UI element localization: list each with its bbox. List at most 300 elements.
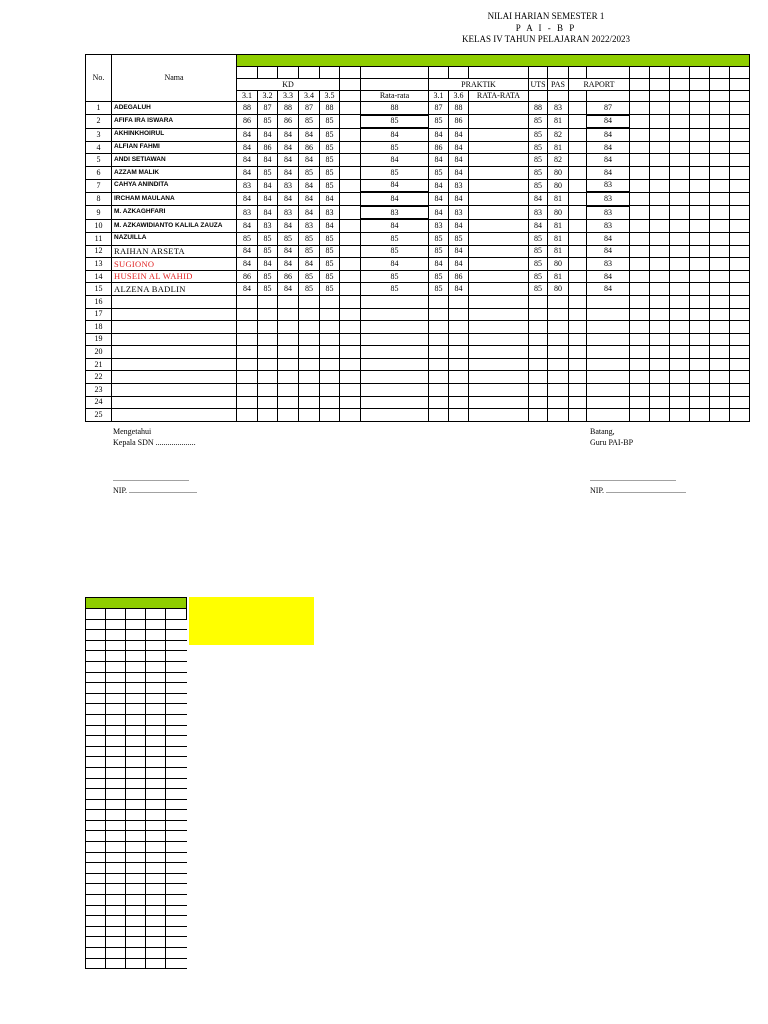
row-number: 15 [86, 283, 112, 296]
kd-col-header: 3.3 [278, 91, 299, 102]
mini-cell [126, 630, 146, 641]
blank-cell [299, 321, 320, 334]
blank-cell [670, 115, 690, 129]
mini-cell [146, 905, 166, 916]
blank-cell [361, 346, 429, 359]
kd-score: 85 [320, 258, 340, 271]
kd-col-header: 3.1 [237, 91, 258, 102]
student-name: M. AZKAWIDIANTO KALILA ZAUZA [112, 219, 237, 232]
blank-header-cell [258, 67, 278, 79]
blank-cell [670, 409, 690, 422]
blank-cell [630, 308, 650, 321]
row-number: 4 [86, 141, 112, 154]
blank-header-cell [730, 91, 750, 102]
mini-cell [126, 767, 146, 778]
blank-header-cell [361, 67, 429, 79]
mini-cell [126, 905, 146, 916]
mini-cell [146, 661, 166, 672]
kd-score: 84 [278, 283, 299, 296]
blank-cell [587, 371, 630, 384]
blank-cell [361, 308, 429, 321]
mini-cell [126, 640, 146, 651]
blank-cell [710, 371, 730, 384]
blank-cell [670, 371, 690, 384]
pas-score: 80 [548, 179, 569, 192]
kd-score: 85 [320, 141, 340, 154]
blank-cell [690, 206, 710, 220]
blank-cell [340, 295, 361, 308]
blank-cell [650, 321, 670, 334]
blank-cell [690, 358, 710, 371]
blank-cell [710, 245, 730, 258]
mini-cell [126, 714, 146, 725]
mini-cell [166, 905, 187, 916]
kd-score: 84 [258, 179, 278, 192]
subject-title: P A I - B P [515, 23, 577, 33]
kd-score: 85 [299, 115, 320, 129]
blank-cell [690, 219, 710, 232]
mini-table-row [86, 852, 187, 863]
blank-cell [670, 219, 690, 232]
blank-cell [650, 295, 670, 308]
grade-table [85, 54, 750, 422]
mini-cell [146, 852, 166, 863]
blank-cell [670, 102, 690, 115]
blank-cell [710, 128, 730, 141]
mini-cell [146, 799, 166, 810]
blank-cell [630, 333, 650, 346]
mini-cell [106, 863, 126, 874]
kd-average: 84 [361, 128, 429, 141]
blank-cell [340, 102, 361, 115]
kd-score: 85 [320, 232, 340, 245]
mini-cell [86, 810, 106, 821]
blank-cell [670, 166, 690, 179]
blank-cell [650, 141, 670, 154]
blank-cell [320, 358, 340, 371]
blank-cell [730, 115, 750, 129]
kd-score: 87 [299, 102, 320, 115]
mini-cell [106, 619, 126, 630]
mini-table-row [86, 905, 187, 916]
mini-cell [166, 693, 187, 704]
student-name: ALFIAN FAHMI [112, 141, 237, 154]
blank-cell [710, 384, 730, 397]
mini-cell [166, 757, 187, 768]
blank-cell [569, 232, 587, 245]
blank-cell [630, 358, 650, 371]
mini-cell [126, 852, 146, 863]
kd-score: 84 [237, 154, 258, 167]
mini-cell [86, 640, 106, 651]
blank-header-cell [670, 91, 690, 102]
mini-cell [106, 609, 126, 620]
mini-cell [106, 693, 126, 704]
mini-cell [106, 905, 126, 916]
mini-cell [146, 640, 166, 651]
blank-cell [730, 346, 750, 359]
kd-average: 85 [361, 141, 429, 154]
no-header: No. [86, 55, 112, 102]
mini-cell [146, 895, 166, 906]
blank-cell [650, 346, 670, 359]
pas-score: 80 [548, 283, 569, 296]
kd-average: 85 [361, 232, 429, 245]
mini-cell [86, 842, 106, 853]
mini-cell [106, 948, 126, 959]
mini-cell [146, 810, 166, 821]
kd-score: 84 [258, 192, 278, 206]
blank-cell [569, 128, 587, 141]
blank-cell [730, 232, 750, 245]
mini-cell [106, 789, 126, 800]
mini-cell [126, 842, 146, 853]
blank-cell [429, 333, 449, 346]
mini-cell [166, 778, 187, 789]
blank-cell [320, 384, 340, 397]
kd-average: 88 [361, 102, 429, 115]
blank-cell [730, 166, 750, 179]
mini-cell [146, 884, 166, 895]
blank-header-cell [630, 79, 650, 91]
blank-cell [569, 308, 587, 321]
praktik-score: 86 [429, 141, 449, 154]
kd-score: 85 [299, 245, 320, 258]
student-name: M. AZKAGHFARI [112, 206, 237, 220]
blank-cell [340, 283, 361, 296]
mini-cell [106, 820, 126, 831]
blank-cell [630, 206, 650, 220]
mini-cell [106, 725, 126, 736]
pas-score: 81 [548, 192, 569, 206]
blank-cell [650, 115, 670, 129]
mini-cell [126, 746, 146, 757]
blank-cell [730, 128, 750, 141]
kd-score: 85 [299, 283, 320, 296]
blank-header-cell [548, 67, 569, 79]
blank-header-cell [320, 67, 340, 79]
mini-cell [126, 778, 146, 789]
row-number: 22 [86, 371, 112, 384]
blank-cell [569, 409, 587, 422]
blank-cell [587, 396, 630, 409]
kd-score: 83 [278, 179, 299, 192]
blank-header-cell [630, 67, 650, 79]
raport-score: 84 [587, 154, 630, 167]
mini-cell [166, 789, 187, 800]
blank-cell [670, 283, 690, 296]
blank-cell [730, 308, 750, 321]
praktik-col-header: 3.1 [429, 91, 449, 102]
praktik-score: 83 [449, 179, 469, 192]
raport-score: 84 [587, 166, 630, 179]
kd-score: 86 [299, 141, 320, 154]
kd-average: 85 [361, 245, 429, 258]
blank-cell [237, 384, 258, 397]
kd-average: 84 [361, 179, 429, 192]
blank-cell [670, 308, 690, 321]
blank-cell [730, 295, 750, 308]
table-row [86, 258, 750, 271]
mini-cell [126, 704, 146, 715]
blank-cell [650, 371, 670, 384]
kd-score: 85 [299, 232, 320, 245]
raport-score: 83 [587, 219, 630, 232]
blank-cell [670, 154, 690, 167]
row-number: 14 [86, 270, 112, 283]
blank-cell [569, 346, 587, 359]
mini-cell [86, 778, 106, 789]
mini-table-row [86, 725, 187, 736]
table-row [86, 245, 750, 258]
blank-cell [340, 206, 361, 220]
blank-cell [670, 141, 690, 154]
blank-cell [650, 396, 670, 409]
praktik-score: 85 [429, 245, 449, 258]
praktik-score: 84 [429, 128, 449, 141]
mini-cell [146, 778, 166, 789]
blank-cell [340, 141, 361, 154]
mini-cell [166, 704, 187, 715]
blank-cell [340, 333, 361, 346]
blank-header-cell [469, 67, 529, 79]
blank-cell [469, 192, 529, 206]
kd-score: 84 [237, 219, 258, 232]
blank-cell [278, 321, 299, 334]
mengetahui-label: Mengetahui [113, 427, 152, 436]
mini-cell [86, 714, 106, 725]
mini-cell [146, 789, 166, 800]
blank-cell [449, 396, 469, 409]
mini-cell [166, 863, 187, 874]
uts-score: 84 [529, 192, 548, 206]
blank-cell [299, 409, 320, 422]
blank-cell [237, 371, 258, 384]
praktik-header: PRAKTIK [429, 79, 529, 91]
blank-cell [258, 371, 278, 384]
blank-cell [630, 102, 650, 115]
blank-cell [650, 409, 670, 422]
blank-cell [690, 166, 710, 179]
blank-header-cell [670, 79, 690, 91]
blank-cell [730, 396, 750, 409]
blank-cell [469, 283, 529, 296]
blank-header-cell [670, 67, 690, 79]
mini-cell [166, 767, 187, 778]
kepala-sdn-label: Kepala SDN .................... [113, 438, 196, 447]
blank-cell [429, 396, 449, 409]
blank-cell [361, 384, 429, 397]
blank-cell [569, 219, 587, 232]
mini-cell [106, 661, 126, 672]
blank-cell [690, 102, 710, 115]
blank-cell [112, 346, 237, 359]
uts-score: 85 [529, 154, 548, 167]
praktik-score: 87 [429, 102, 449, 115]
blank-cell [710, 295, 730, 308]
blank-cell [469, 258, 529, 271]
blank-cell [690, 179, 710, 192]
mini-cell [106, 810, 126, 821]
praktik-score: 86 [449, 115, 469, 129]
blank-cell [650, 128, 670, 141]
blank-cell [630, 115, 650, 129]
blank-cell [258, 308, 278, 321]
blank-cell [237, 333, 258, 346]
mini-cell [166, 609, 187, 620]
mini-cell [146, 767, 166, 778]
mini-cell [146, 842, 166, 853]
blank-cell [710, 192, 730, 206]
student-name: HUSEIN AL WAHID [112, 270, 237, 283]
kd-score: 88 [237, 102, 258, 115]
pas-score: 81 [548, 141, 569, 154]
table-row [86, 384, 750, 397]
blank-cell [569, 270, 587, 283]
kd-average: 83 [361, 206, 429, 220]
kd-score: 84 [299, 128, 320, 141]
student-name: AFIFA IRA ISWARA [112, 115, 237, 129]
mini-table-row [86, 799, 187, 810]
mini-table-row [86, 630, 187, 641]
table-row [86, 396, 750, 409]
kd-score: 85 [237, 232, 258, 245]
praktik-score: 84 [449, 141, 469, 154]
mini-cell [126, 948, 146, 959]
rata-rata-header: Rata-rata [361, 91, 429, 102]
mini-cell [106, 926, 126, 937]
blank-cell [569, 283, 587, 296]
mini-cell [106, 672, 126, 683]
table-row [86, 206, 750, 220]
blank-cell [361, 321, 429, 334]
mini-cell [106, 799, 126, 810]
mini-cell [166, 683, 187, 694]
kd-score: 84 [258, 154, 278, 167]
kd-score: 85 [320, 245, 340, 258]
mini-cell [126, 736, 146, 747]
raport-score: 83 [587, 258, 630, 271]
blank-cell [361, 295, 429, 308]
row-number: 5 [86, 154, 112, 167]
mini-cell [106, 916, 126, 927]
blank-cell [340, 308, 361, 321]
signature-right [590, 426, 633, 448]
blank-cell [650, 219, 670, 232]
blank-cell [730, 192, 750, 206]
blank-cell [650, 245, 670, 258]
kd-score: 83 [258, 219, 278, 232]
kd-score: 86 [237, 115, 258, 129]
blank-cell [112, 371, 237, 384]
blank-cell [429, 295, 449, 308]
kd-score: 85 [320, 283, 340, 296]
kd-score: 84 [299, 258, 320, 271]
mini-cell [126, 810, 146, 821]
left-nip: NIP. .................................. [113, 486, 198, 495]
mini-cell [86, 820, 106, 831]
blank-cell [630, 258, 650, 271]
kd-score: 83 [320, 206, 340, 220]
blank-cell [630, 232, 650, 245]
yellow-highlight-block [189, 597, 314, 645]
blank-cell [690, 258, 710, 271]
blank-header-cell [710, 79, 730, 91]
mini-cell [166, 926, 187, 937]
blank-cell [630, 409, 650, 422]
blank-cell [670, 358, 690, 371]
blank-cell [670, 192, 690, 206]
mini-cell [166, 799, 187, 810]
blank-cell [469, 346, 529, 359]
mini-cell [146, 757, 166, 768]
mini-cell [146, 948, 166, 959]
praktik-score: 83 [429, 219, 449, 232]
blank-cell [340, 192, 361, 206]
blank-cell [690, 409, 710, 422]
mini-cell [166, 714, 187, 725]
blank-cell [278, 295, 299, 308]
mini-cell [126, 799, 146, 810]
blank-cell [569, 245, 587, 258]
mini-cell [86, 895, 106, 906]
blank-cell [730, 206, 750, 220]
mini-table-row [86, 810, 187, 821]
blank-cell [258, 358, 278, 371]
mini-cell [166, 831, 187, 842]
pas-header: PAS [548, 79, 569, 91]
row-number: 16 [86, 295, 112, 308]
mini-table-row [86, 926, 187, 937]
blank-cell [278, 409, 299, 422]
praktik-score: 84 [449, 283, 469, 296]
kd-score: 83 [237, 206, 258, 220]
student-name: CAHYA ANINDITA [112, 179, 237, 192]
blank-cell [587, 321, 630, 334]
blank-cell [569, 179, 587, 192]
blank-cell [469, 358, 529, 371]
praktik-score: 85 [429, 283, 449, 296]
uts-score: 85 [529, 115, 548, 129]
blank-cell [630, 346, 650, 359]
blank-cell [630, 270, 650, 283]
blank-header-cell [237, 67, 258, 79]
blank-cell [710, 308, 730, 321]
kd-average: 84 [361, 154, 429, 167]
kd-score: 84 [237, 258, 258, 271]
mini-cell [166, 820, 187, 831]
blank-cell [449, 308, 469, 321]
mini-cell [86, 651, 106, 662]
kd-score: 85 [299, 270, 320, 283]
mini-cell [126, 757, 146, 768]
blank-header-cell [630, 91, 650, 102]
blank-cell [650, 232, 670, 245]
mini-cell [166, 958, 187, 969]
mini-table-row [86, 609, 187, 620]
blank-cell [670, 346, 690, 359]
mini-cell [166, 895, 187, 906]
mini-cell [166, 725, 187, 736]
pas-score: 82 [548, 128, 569, 141]
kd-score: 84 [320, 192, 340, 206]
blank-cell [340, 154, 361, 167]
raport-header: RAPORT [569, 79, 630, 91]
blank-cell [340, 258, 361, 271]
blank-cell [469, 166, 529, 179]
blank-cell [690, 346, 710, 359]
kd-score: 85 [320, 128, 340, 141]
